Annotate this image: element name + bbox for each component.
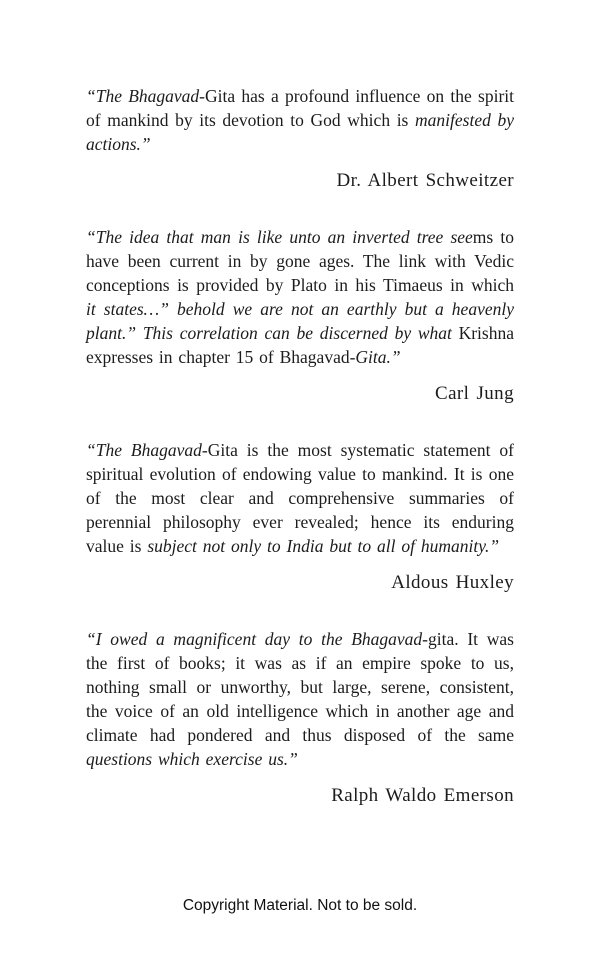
quote-segment-italic: Gita.” <box>355 347 401 367</box>
quote-segment-italic: “I owed a magnificent day to the Bhagavad- <box>86 629 429 649</box>
quote-attribution: Aldous Huxley <box>391 572 514 593</box>
quote-segment-italic: questions which exercise us.” <box>86 749 298 769</box>
quote-attribution: Dr. Albert Schweitzer <box>336 170 514 191</box>
quote-segment-italic: “The Bhagavad- <box>86 440 208 460</box>
quote-segment-italic: subject not only to India but to all of humanity.” <box>147 536 500 556</box>
quote-segment-italic: “The idea that man is like unto an inverted tree see <box>86 227 473 247</box>
quote-attribution: Ralph Waldo Emerson <box>331 785 514 806</box>
quote-segment: Krishna expresses in chapter 15 of Bhagavad- <box>86 323 514 367</box>
quote-segment-italic: manifested by actions.” <box>86 110 514 154</box>
copyright-notice: Copyright Material. Not to be sold. <box>182 897 418 914</box>
quote-segment: Gita has a profound influence on the spirit of mankind by its devotion to God which is <box>86 86 514 130</box>
quote-block <box>86 225 514 405</box>
quote-text <box>86 627 514 771</box>
quote-block <box>86 84 514 192</box>
quotes-list <box>86 84 514 840</box>
quote-text <box>86 438 514 558</box>
quote-text <box>86 84 514 156</box>
quote-segment: gita. It was the first of books; it was as if an empire spoke to us, nothing small or unworthy, but large, serene, consistent, the voice of an old intelligence which in another age and climate had pondered and thus disposed of the same <box>86 629 514 745</box>
quote-segment: ms to have been current in by gone ages. The link with Vedic conceptions is provided by Plato in his Timaeus in which <box>86 227 514 295</box>
quote-text <box>86 225 514 369</box>
quote-segment: Gita is the most systematic statement of spiritual evolution of endowing value to mankind. It is one of the most clear and comprehensive summaries of perennial philosophy ever revealed; hence its enduring value is <box>86 440 514 556</box>
quote-segment-italic: “The Bhagavad- <box>86 86 206 106</box>
quote-segment-italic: it states…” behold we are not an earthly but a heavenly plant.” This correlation can be discerned by what <box>86 299 514 343</box>
quote-block <box>86 627 514 807</box>
quote-attribution: Carl Jung <box>435 383 514 404</box>
quote-block <box>86 438 514 594</box>
